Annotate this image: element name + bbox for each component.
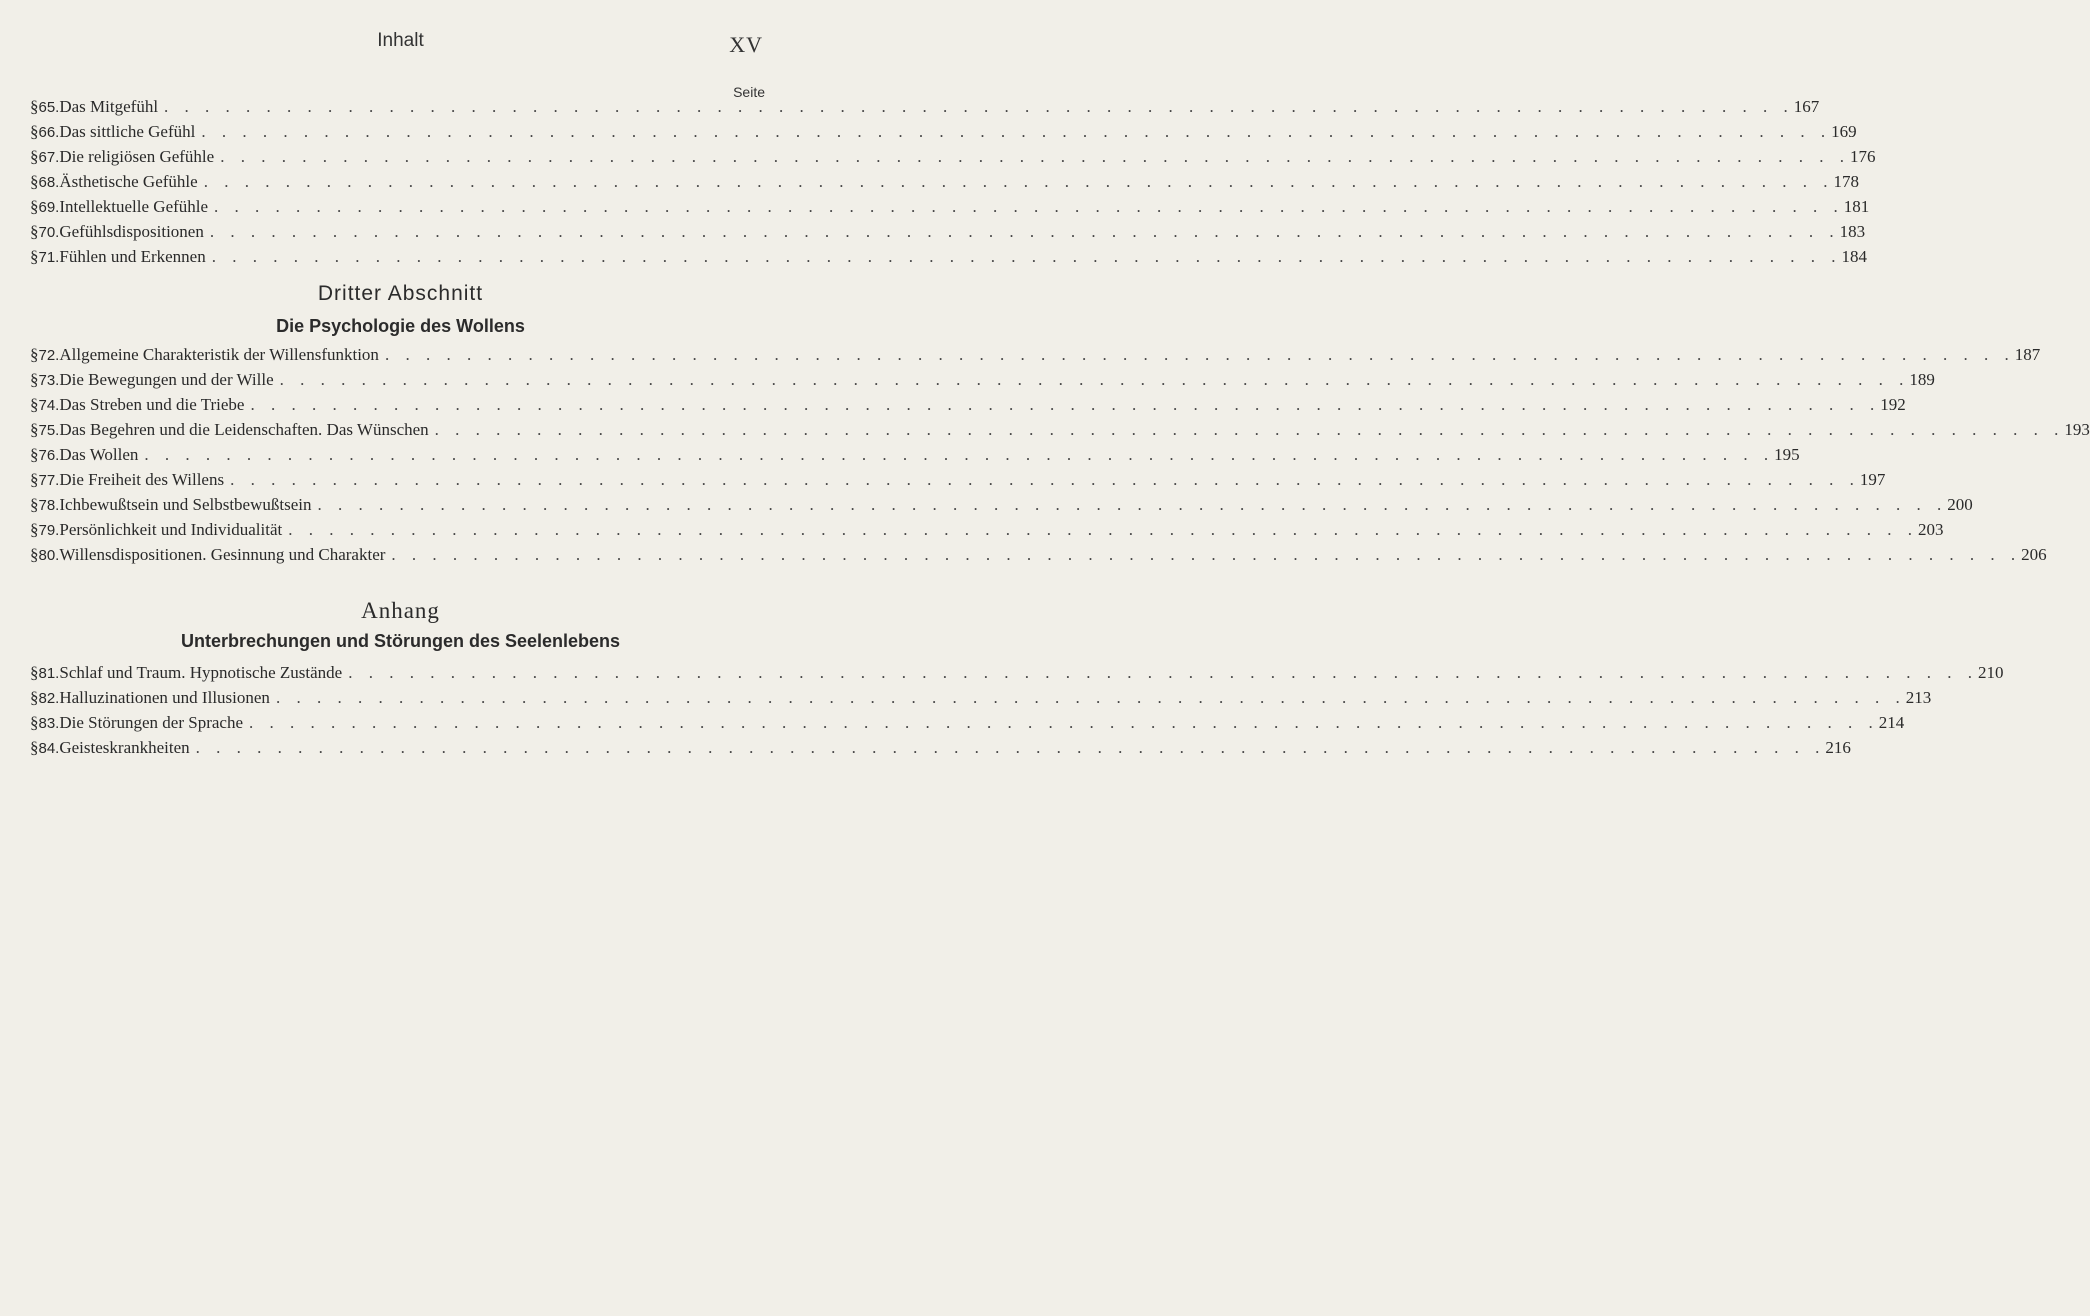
section-sign: § <box>30 197 39 216</box>
entry-number: 82. <box>38 690 60 707</box>
toc-entry <box>0 442 1800 467</box>
entry-title: Die religiösen Gefühle <box>59 147 215 166</box>
toc-group-appendix <box>0 660 2004 760</box>
section-sign: § <box>30 545 39 564</box>
dot-leader: . . . . . . . . . . . . . . . . . . . . . . . . . . . . . . . . . . . . . . . . . . . . . . . . . . . . . . . . . . . . . . . . . . . . . . . . . . . . . . . . <box>164 97 1794 116</box>
entry-title: Gefühlsdispositionen <box>59 222 204 241</box>
section-sign: § <box>30 395 39 414</box>
dot-leader: . . . . . . . . . . . . . . . . . . . . . . . . . . . . . . . . . . . . . . . . . . . . . . . . . . . . . . . . . . . . . . . . . . . . . . . . . . . . . . . . <box>230 470 1860 489</box>
entry-number: 75. <box>38 422 60 439</box>
toc-entry <box>0 685 1932 710</box>
section-sign: § <box>30 470 39 489</box>
dot-leader: . . . . . . . . . . . . . . . . . . . . . . . . . . . . . . . . . . . . . . . . . . . . . . . . . . . . . . . . . . . . . . . . . . . . . . . . . . . . . . . . <box>203 172 1834 191</box>
entry-number: 65. <box>38 99 60 116</box>
entry-page-number: 189 <box>1909 370 1935 389</box>
entry-number: 69. <box>38 199 60 216</box>
entry-title: Allgemeine Charakteristik der Willensfunktion <box>59 345 379 364</box>
section-sign: § <box>30 445 39 464</box>
toc-entry <box>0 417 2090 442</box>
entry-number: 79. <box>38 522 60 539</box>
entry-title: Ichbewußtsein und Selbstbewußtsein <box>59 495 312 514</box>
running-head-page-number: XV <box>729 32 763 57</box>
toc-entry <box>0 342 2041 367</box>
dot-leader: . . . . . . . . . . . . . . . . . . . . . . . . . . . . . . . . . . . . . . . . . . . . . . . . . . . . . . . . . . . . . . . . . . . . . . . . . . . . . . . . <box>249 713 1879 732</box>
entry-title: Die Störungen der Sprache <box>59 713 243 732</box>
entry-title: Die Freiheit des Willens <box>59 470 225 489</box>
section-sign: § <box>30 172 39 191</box>
running-head-title: Inhalt <box>377 30 424 51</box>
dot-leader: . . . . . . . . . . . . . . . . . . . . . . . . . . . . . . . . . . . . . . . . . . . . . . . . . . . . . . . . . . . . . . . . . . . . . . . . . . . . . . . . <box>201 122 1832 141</box>
entry-title: Willensdispositionen. Gesinnung und Charakter <box>59 545 386 564</box>
section-sign: § <box>30 97 39 116</box>
section-sign: § <box>30 222 39 241</box>
entry-page-number: 193 <box>2064 420 2090 439</box>
section-sign: § <box>30 713 39 732</box>
entry-title: Das Mitgefühl <box>59 97 159 116</box>
entry-page-number: 181 <box>1843 197 1870 216</box>
dot-leader: . . . . . . . . . . . . . . . . . . . . . . . . . . . . . . . . . . . . . . . . . . . . . . . . . . . . . . . . . . . . . . . . . . . . . . . . . . . . . . . . <box>214 197 1844 216</box>
dot-leader: . . . . . . . . . . . . . . . . . . . . . . . . . . . . . . . . . . . . . . . . . . . . . . . . . . . . . . . . . . . . . . . . . . . . . . . . . . . . . . . . <box>288 520 1918 539</box>
entry-page-number: 210 <box>1977 663 2004 682</box>
toc-group-feelings <box>0 94 1876 269</box>
entry-number: 76. <box>38 447 60 464</box>
dot-leader: . . . . . . . . . . . . . . . . . . . . . . . . . . . . . . . . . . . . . . . . . . . . . . . . . . . . . . . . . . . . . . . . . . . . . . . . . . . . . . . . <box>391 545 2022 564</box>
section-sign: § <box>30 147 39 166</box>
entry-page-number: 187 <box>2014 345 2041 364</box>
section-heading: Dritter Abschnitt <box>317 282 484 305</box>
entry-title: Halluzinationen und Illusionen <box>59 688 270 707</box>
section-sign: § <box>30 663 39 682</box>
entry-number: 73. <box>38 372 60 389</box>
toc-entry <box>0 542 2047 567</box>
entry-page-number: 167 <box>1793 97 1820 116</box>
toc-entry <box>0 710 1905 735</box>
entry-page-number: 183 <box>1839 222 1866 241</box>
page-column-header: Seite <box>733 84 765 100</box>
section-sign: § <box>30 520 39 539</box>
toc-entry <box>0 735 1851 760</box>
entry-page-number: 203 <box>1917 520 1944 539</box>
dot-leader: . . . . . . . . . . . . . . . . . . . . . . . . . . . . . . . . . . . . . . . . . . . . . . . . . . . . . . . . . . . . . . . . . . . . . . . . . . . . . . . . <box>348 663 1978 682</box>
toc-entry <box>0 94 1820 119</box>
entry-title: Das Streben und die Triebe <box>59 395 245 414</box>
entry-number: 84. <box>38 740 60 757</box>
running-head <box>0 30 801 60</box>
entry-title: Schlaf und Traum. Hypnotische Zustände <box>59 663 343 682</box>
dot-leader: . . . . . . . . . . . . . . . . . . . . . . . . . . . . . . . . . . . . . . . . . . . . . . . . . . . . . . . . . . . . . . . . . . . . . . . . . . . . . . . . <box>195 738 1826 757</box>
entry-page-number: 192 <box>1880 395 1906 414</box>
toc-entry <box>0 169 1859 194</box>
entry-number: 68. <box>38 174 60 191</box>
entry-number: 83. <box>38 715 60 732</box>
dot-leader: . . . . . . . . . . . . . . . . . . . . . . . . . . . . . . . . . . . . . . . . . . . . . . . . . . . . . . . . . . . . . . . . . . . . . . . . . . . . . . . . <box>275 688 1906 707</box>
toc-entry <box>0 144 1876 169</box>
section-sign: § <box>30 420 39 439</box>
toc-entry <box>0 194 1870 219</box>
entry-page-number: 214 <box>1878 713 1905 732</box>
dot-leader: . . . . . . . . . . . . . . . . . . . . . . . . . . . . . . . . . . . . . . . . . . . . . . . . . . . . . . . . . . . . . . . . . . . . . . . . . . . . . . . . <box>279 370 1910 389</box>
entry-page-number: 216 <box>1825 738 1851 757</box>
entry-number: 66. <box>38 124 60 141</box>
dot-leader: . . . . . . . . . . . . . . . . . . . . . . . . . . . . . . . . . . . . . . . . . . . . . . . . . . . . . . . . . . . . . . . . . . . . . . . . . . . . . . . . <box>250 395 1881 414</box>
section-sign: § <box>30 738 39 757</box>
toc-group-will <box>0 342 2090 567</box>
entry-title: Fühlen und Erkennen <box>59 247 206 266</box>
section-sign: § <box>30 688 39 707</box>
toc-entry <box>0 119 1857 144</box>
entry-title: Intellektuelle Gefühle <box>59 197 209 216</box>
section-sign: § <box>30 122 39 141</box>
entry-number: 71. <box>38 249 60 266</box>
toc-entry <box>0 492 1973 517</box>
appendix-heading: Anhang <box>361 598 440 623</box>
entry-title: Die Bewegungen und der Wille <box>59 370 274 389</box>
entry-number: 74. <box>38 397 60 414</box>
toc-entry <box>0 244 1867 269</box>
dot-leader: . . . . . . . . . . . . . . . . . . . . . . . . . . . . . . . . . . . . . . . . . . . . . . . . . . . . . . . . . . . . . . . . . . . . . . . . . . . . . . . . <box>211 247 1842 266</box>
section-sign: § <box>30 370 39 389</box>
entry-page-number: 176 <box>1849 147 1876 166</box>
entry-number: 67. <box>38 149 60 166</box>
dot-leader: . . . . . . . . . . . . . . . . . . . . . . . . . . . . . . . . . . . . . . . . . . . . . . . . . . . . . . . . . . . . . . . . . . . . . . . . . . . . . . . . <box>434 420 2065 439</box>
toc-entry <box>0 392 1906 417</box>
toc-entry <box>0 660 2004 685</box>
entry-page-number: 200 <box>1947 495 1973 514</box>
entry-page-number: 197 <box>1859 470 1886 489</box>
entry-number: 72. <box>38 347 60 364</box>
section-subheading: Die Psychologie des Wollens <box>276 316 525 336</box>
entry-number: 81. <box>38 665 60 682</box>
toc-entry <box>0 517 1944 542</box>
dot-leader: . . . . . . . . . . . . . . . . . . . . . . . . . . . . . . . . . . . . . . . . . . . . . . . . . . . . . . . . . . . . . . . . . . . . . . . . . . . . . . . . <box>220 147 1850 166</box>
section-sign: § <box>30 495 39 514</box>
entry-number: 80. <box>38 547 60 564</box>
entry-number: 78. <box>38 497 60 514</box>
entry-title: Das Wollen <box>59 445 139 464</box>
appendix-subheading: Unterbrechungen und Störungen des Seelenlebens <box>180 631 621 651</box>
dot-leader: . . . . . . . . . . . . . . . . . . . . . . . . . . . . . . . . . . . . . . . . . . . . . . . . . . . . . . . . . . . . . . . . . . . . . . . . . . . . . . . . <box>209 222 1840 241</box>
section-sign: § <box>30 247 39 266</box>
entry-page-number: 213 <box>1905 688 1932 707</box>
entry-page-number: 195 <box>1774 445 1800 464</box>
toc-entry <box>0 467 1886 492</box>
dot-leader: . . . . . . . . . . . . . . . . . . . . . . . . . . . . . . . . . . . . . . . . . . . . . . . . . . . . . . . . . . . . . . . . . . . . . . . . . . . . . . . . <box>144 445 1775 464</box>
entry-number: 77. <box>38 472 60 489</box>
entry-title: Ästhetische Gefühle <box>59 172 198 191</box>
entry-page-number: 178 <box>1833 172 1859 191</box>
entry-title: Geisteskrankheiten <box>59 738 190 757</box>
section-sign: § <box>30 345 39 364</box>
toc-entry <box>0 367 1935 392</box>
entry-number: 70. <box>38 224 60 241</box>
entry-page-number: 184 <box>1841 247 1867 266</box>
dot-leader: . . . . . . . . . . . . . . . . . . . . . . . . . . . . . . . . . . . . . . . . . . . . . . . . . . . . . . . . . . . . . . . . . . . . . . . . . . . . . . . . <box>317 495 1948 514</box>
entry-title: Das sittliche Gefühl <box>59 122 196 141</box>
entry-page-number: 169 <box>1831 122 1857 141</box>
toc-entry <box>0 219 1866 244</box>
entry-title: Das Begehren und die Leidenschaften. Das Wünschen <box>59 420 429 439</box>
entry-title: Persönlichkeit und Individualität <box>59 520 283 539</box>
dot-leader: . . . . . . . . . . . . . . . . . . . . . . . . . . . . . . . . . . . . . . . . . . . . . . . . . . . . . . . . . . . . . . . . . . . . . . . . . . . . . . . . <box>384 345 2015 364</box>
entry-page-number: 206 <box>2021 545 2047 564</box>
